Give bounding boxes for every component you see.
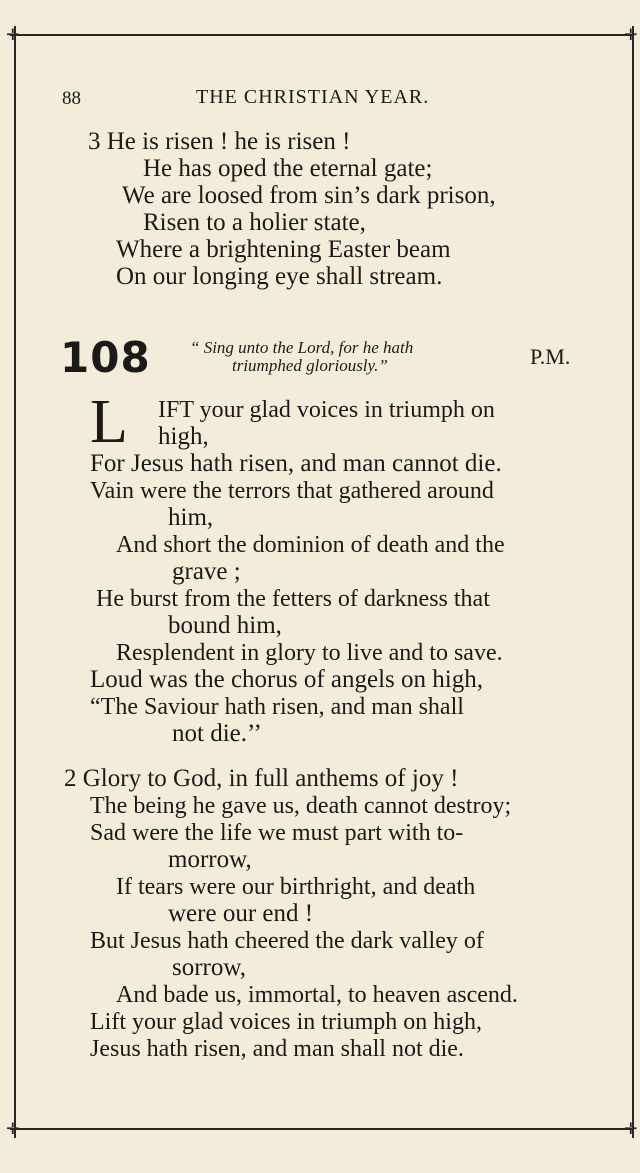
verse-line: Lift your glad voices in triumph on high, (90, 1009, 482, 1035)
corner-cross-icon: ✛ (624, 1119, 638, 1138)
verse-line: Loud was the chorus of angels on high, (90, 666, 483, 693)
verse-line: “The Saviour hath risen, and man shall (90, 694, 464, 720)
verse-line: Where a brightening Easter beam (116, 236, 451, 263)
verse-line: We are loosed from sin’s dark prison, (122, 182, 496, 209)
epigraph-line: “ Sing unto the Lord, for he hath (190, 338, 414, 357)
verse-line: For Jesus hath risen, and man cannot die. (90, 450, 502, 477)
verse-line: Sad were the life we must part with to- (90, 820, 464, 846)
verse-line: He burst from the fetters of darkness that (96, 586, 490, 612)
verse-line: Vain were the terrors that gathered around (90, 478, 494, 504)
verse-line: And short the dominion of death and the (116, 532, 505, 558)
meter-label: P.M. (530, 344, 571, 369)
bottom-border-rule (10, 1128, 632, 1130)
verse-line: him, (168, 504, 214, 531)
corner-cross-icon: ✛ (6, 1119, 20, 1138)
verse-line: were our end ! (168, 900, 314, 927)
verse-line: Jesus hath risen, and man shall not die. (90, 1036, 464, 1062)
verse-line: 2 Glory to God, in full anthems of joy ! (64, 765, 459, 792)
top-border-rule (10, 34, 632, 36)
corner-cross-icon: ✛ (6, 25, 20, 44)
verse-line: If tears were our birthright, and death (116, 874, 476, 900)
verse-line: The being he gave us, death cannot destroy; (90, 793, 512, 819)
verse-line: But Jesus hath cheered the dark valley of (90, 928, 484, 954)
verse-line: He has oped the eternal gate; (143, 155, 433, 182)
running-title: THE CHRISTIAN YEAR. (196, 86, 430, 108)
verse-line: high, (158, 423, 209, 450)
drop-cap: L (90, 388, 128, 456)
verse-line: 3 He is risen ! he is risen ! (88, 128, 351, 155)
verse-line: morrow, (168, 846, 252, 873)
page-number: 88 (62, 88, 81, 109)
verse-line: Resplendent in glory to live and to save. (116, 640, 503, 666)
left-border-rule (14, 26, 16, 1138)
verse-line: On our longing eye shall stream. (116, 263, 443, 290)
corner-cross-icon: ✛ (624, 25, 638, 44)
verse-line: Risen to a holier state, (143, 209, 366, 236)
epigraph-line: triumphed gloriously.” (232, 356, 388, 375)
verse-line: bound him, (168, 612, 282, 639)
verse-line: grave ; (172, 558, 241, 585)
right-border-rule (632, 26, 634, 1138)
verse-line: IFT your glad voices in triumph on (158, 397, 495, 423)
verse-line: sorrow, (172, 954, 247, 981)
verse-line: not die.’’ (172, 720, 262, 747)
verse-line: And bade us, immortal, to heaven ascend. (116, 982, 518, 1008)
hymn-number: 108 (60, 333, 151, 382)
